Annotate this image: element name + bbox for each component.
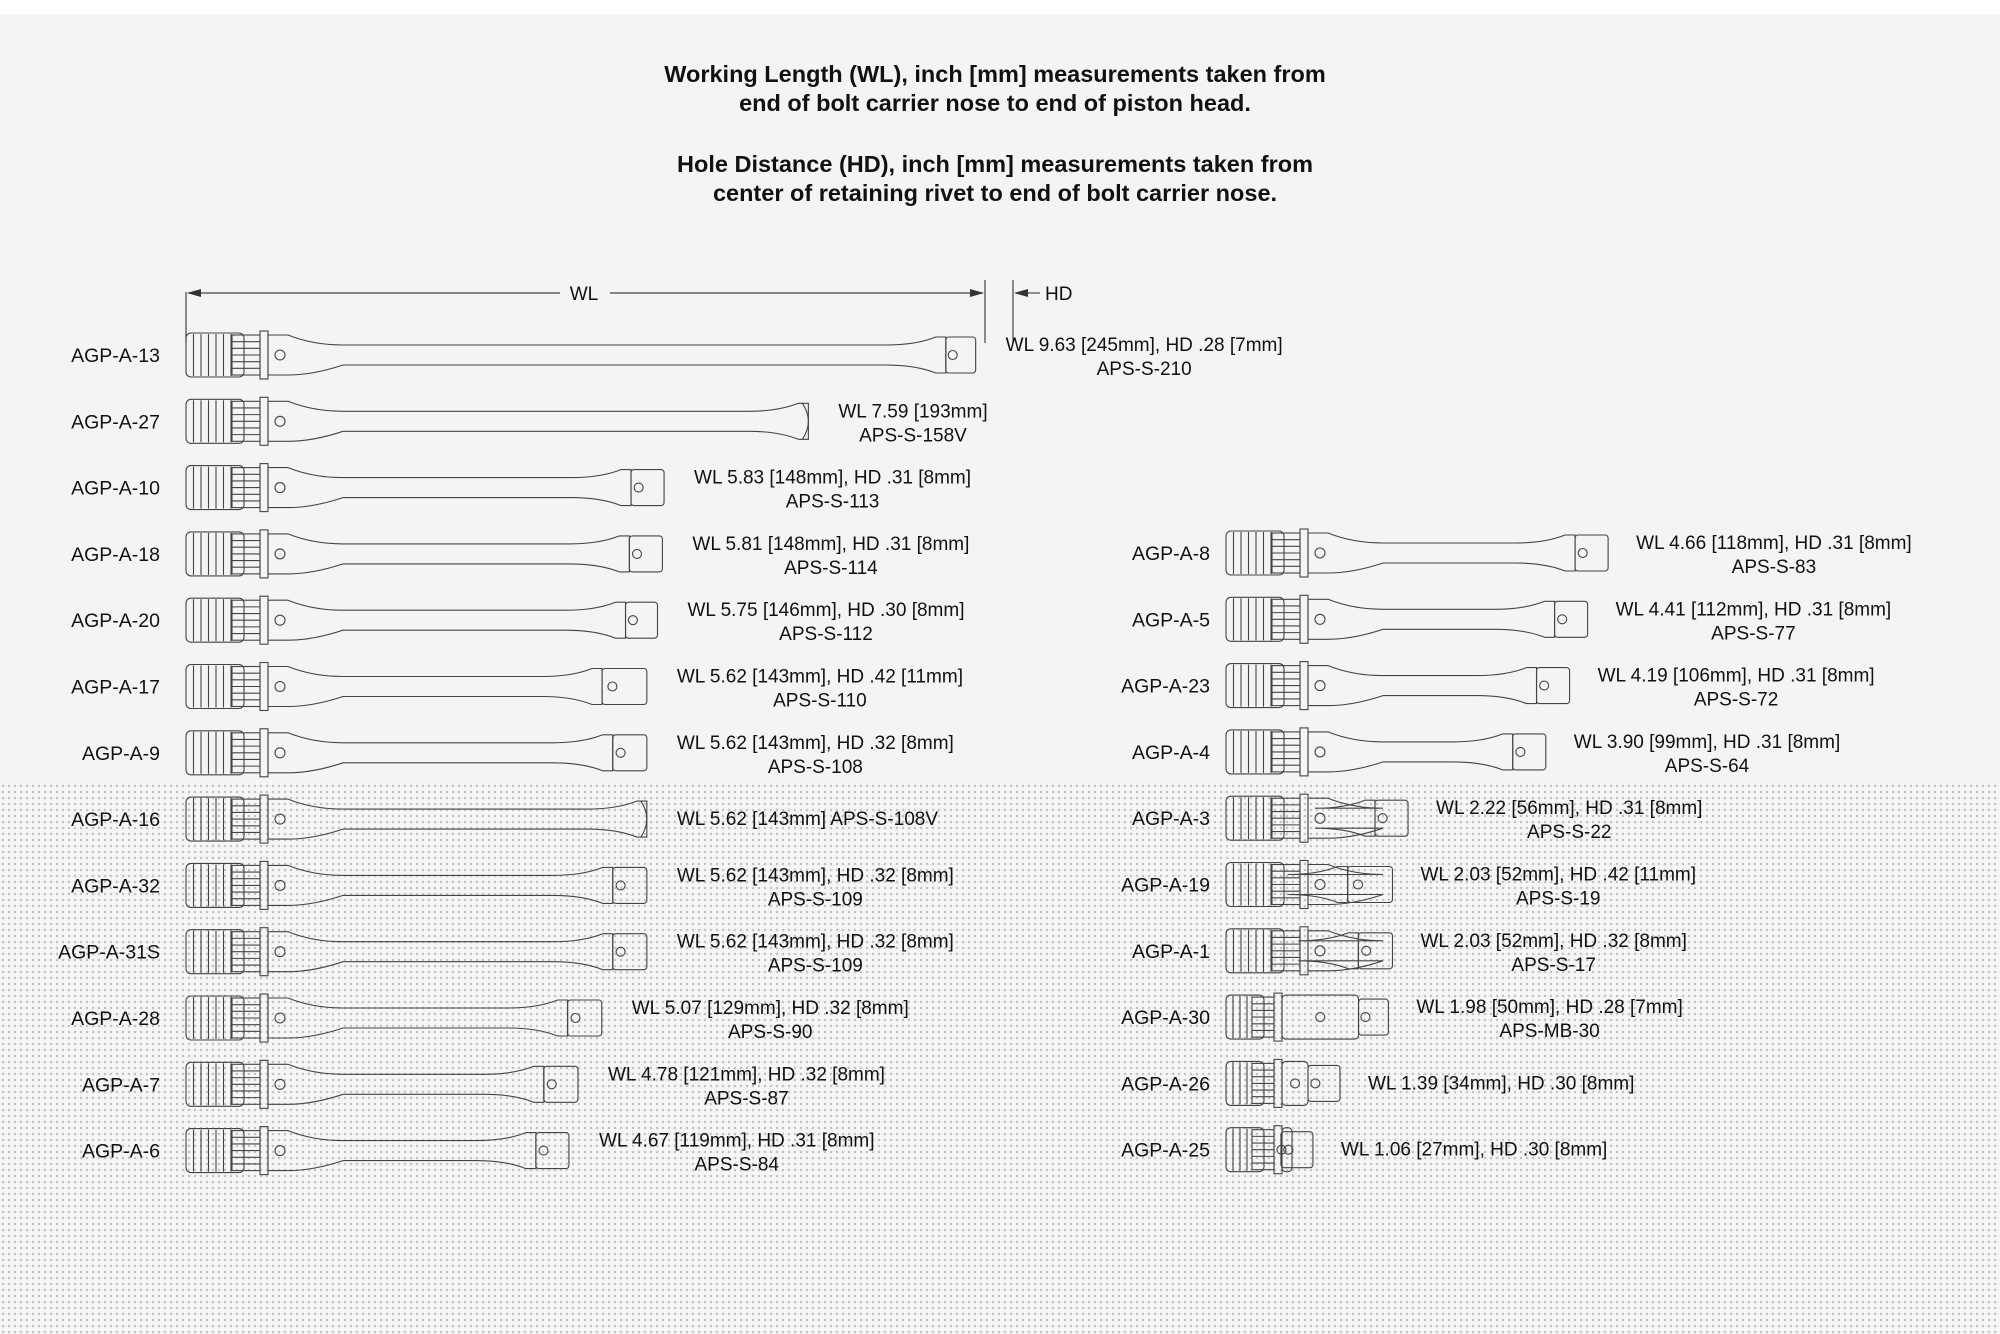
piston-agp-a-17 (71, 663, 963, 712)
part-label: AGP-A-31S (58, 941, 160, 964)
part-label: AGP-A-3 (1131, 808, 1210, 831)
nose-hole (1361, 1013, 1370, 1022)
retaining-rivet-hole (1315, 946, 1325, 956)
spec-line-1: WL 5.62 [143mm], HD .32 [8mm] (676, 732, 954, 754)
carrier-nose (629, 536, 662, 572)
carrier-nose (568, 1000, 602, 1036)
piston-shaft (268, 335, 946, 375)
hd-arrow (1014, 289, 1028, 297)
spec-line-2: APS-S-112 (779, 624, 873, 646)
part-label: AGP-A-9 (81, 742, 160, 765)
carrier-nose (1308, 1065, 1340, 1101)
piston-agp-a-3 (1132, 794, 1703, 843)
spec-line-1: WL 9.63 [245mm], HD .28 [7mm] (1005, 335, 1283, 356)
piston-agp-a-10 (71, 464, 971, 513)
part-label: AGP-A-10 (71, 477, 160, 500)
spec-line-2: APS-S-84 (694, 1154, 779, 1176)
wl-dimension-label: WL (569, 284, 599, 305)
part-label: AGP-A-16 (71, 809, 160, 832)
compact-body (1282, 1061, 1308, 1105)
retaining-rivet-hole (275, 947, 285, 957)
spec-line-1: WL 2.03 [52mm], HD .32 [8mm] (1420, 930, 1687, 952)
collar (1300, 794, 1308, 842)
carrier-nose (602, 669, 647, 705)
piston-agp-a-23 (1121, 662, 1874, 711)
collar (1300, 927, 1308, 975)
piston-shaft (1308, 666, 1537, 706)
piston-agp-a-18 (71, 530, 969, 579)
nose-hole (616, 947, 625, 956)
part-label: AGP-A-4 (1131, 741, 1210, 764)
retaining-rivet-hole (275, 416, 285, 426)
carrier-nose (613, 934, 647, 970)
part-label: AGP-A-18 (71, 543, 160, 566)
collar (260, 994, 268, 1042)
spec-line-1: WL 4.78 [121mm], HD .32 [8mm] (607, 1064, 885, 1086)
collar (260, 596, 268, 644)
spec-line-1: WL 5.07 [129mm], HD .32 [8mm] (631, 998, 909, 1019)
piston-agp-a-19 (1121, 861, 1696, 910)
carrier-nose (1575, 535, 1608, 571)
part-label: AGP-A-7 (81, 1074, 160, 1097)
piston-agp-a-13 (71, 331, 1283, 380)
piston-agp-a-7 (82, 1060, 885, 1109)
carrier-nose (613, 735, 647, 771)
nose-hole (547, 1080, 556, 1089)
spec-line-2: APS-S-210 (1096, 359, 1192, 380)
spec-line-2: APS-S-22 (1527, 822, 1612, 844)
spec-line-1: WL 5.81 [148mm], HD .31 [8mm] (692, 533, 970, 555)
nose-hole (1558, 615, 1567, 624)
nose-hole (1378, 814, 1387, 823)
spec-line-2: APS-S-90 (727, 1022, 813, 1043)
spec-line-2: APS-S-110 (773, 690, 867, 712)
retaining-rivet-hole (1315, 747, 1325, 757)
piston-agp-a-1 (1132, 927, 1687, 976)
retaining-rivet-hole (1315, 813, 1325, 823)
collar (1300, 861, 1308, 909)
part-label: AGP-A-20 (71, 610, 160, 633)
piston-agp-a-28 (71, 994, 909, 1043)
spec-line-2: APS-S-17 (1511, 954, 1596, 976)
spec-line-2: APS-S-77 (1711, 623, 1796, 645)
spec-line-2: APS-S-87 (704, 1088, 789, 1110)
piston-shaft (268, 667, 602, 707)
nose-hole (1578, 549, 1587, 558)
spec-line-1: WL 1.06 [27mm], HD .30 [8mm] (1340, 1139, 1608, 1161)
part-label: AGP-A-27 (71, 411, 160, 434)
piston-shaft (268, 600, 626, 640)
collar (260, 729, 268, 777)
hd-dimension-label: HD (1045, 284, 1073, 305)
piston-agp-a-31s (58, 928, 954, 977)
piston-shaft (268, 534, 629, 574)
part-label: AGP-A-25 (1121, 1139, 1210, 1162)
spec-line-2: APS-S-83 (1731, 557, 1817, 578)
carrier-nose (631, 470, 664, 506)
carrier-nose (613, 867, 647, 903)
hole-distance-heading-line2: center of retaining rivet to end of bolt carrier nose. (712, 180, 1278, 206)
retaining-rivet-hole (275, 682, 285, 692)
retaining-rivet-hole (275, 1013, 285, 1023)
nose-hole (633, 549, 642, 558)
retaining-rivet-hole (275, 880, 285, 890)
working-length-heading-line2: end of bolt carrier nose to end of piston head. (739, 90, 1251, 116)
carrier-nose (1537, 668, 1570, 704)
retaining-rivet-hole (275, 350, 285, 360)
carrier-nose (1375, 800, 1408, 836)
dimension-line-group (186, 280, 1072, 343)
retaining-rivet-hole (1291, 1079, 1300, 1088)
piston-shaft (268, 1131, 536, 1171)
nose-hole (1516, 747, 1525, 756)
part-label: AGP-A-13 (71, 345, 160, 367)
part-label: AGP-A-8 (1131, 543, 1210, 565)
spec-line-2: APS-MB-30 (1499, 1021, 1600, 1043)
spec-line-1: WL 2.22 [56mm], HD .31 [8mm] (1436, 798, 1703, 820)
piston-agp-a-25 (1121, 1126, 1607, 1174)
collar (260, 1127, 268, 1175)
piston-shaft (268, 932, 613, 972)
spec-line-1: WL 5.62 [143mm] APS-S-108V (676, 809, 939, 831)
nose-hole (948, 351, 957, 360)
collar (1274, 1059, 1282, 1107)
part-label: AGP-A-6 (81, 1140, 160, 1163)
piston-agp-a-9 (82, 729, 954, 778)
nose-hole (616, 748, 625, 757)
rounded-end (641, 801, 647, 837)
collar (1274, 993, 1282, 1041)
retaining-rivet-hole (275, 814, 285, 824)
compact-body (1282, 995, 1359, 1039)
piston-agp-a-16 (71, 795, 938, 843)
collar (1300, 529, 1308, 577)
nose-hole (539, 1146, 548, 1155)
piston-shaft (268, 401, 808, 441)
wl-arrow-left (187, 289, 201, 297)
spec-line-1: WL 5.62 [143mm], HD .42 [11mm] (676, 666, 963, 688)
carrier-nose (1513, 734, 1546, 770)
spec-line-1: WL 2.03 [52mm], HD .42 [11mm] (1420, 864, 1697, 886)
nose-hole (1311, 1079, 1320, 1088)
carrier-nose (544, 1066, 578, 1102)
nose-hole (628, 616, 637, 625)
part-label: AGP-A-23 (1121, 675, 1210, 698)
piston-agp-a-5 (1132, 595, 1891, 644)
retaining-rivet-hole (275, 1146, 285, 1156)
retaining-rivet-hole (275, 615, 285, 625)
collar (260, 1060, 268, 1108)
retaining-rivet-hole (1315, 880, 1325, 890)
retaining-rivet-hole (1315, 548, 1325, 558)
collar (260, 530, 268, 578)
part-label: AGP-A-32 (71, 875, 160, 898)
spec-line-2: APS-S-113 (785, 491, 880, 513)
nose-hole (1540, 681, 1549, 690)
spec-line-2: APS-S-64 (1664, 755, 1750, 777)
piston-agp-a-8 (1132, 529, 1912, 578)
retaining-rivet-hole (1315, 681, 1325, 691)
retaining-rivet-hole (275, 549, 285, 559)
retaining-rivet-hole (1316, 1013, 1325, 1022)
carrier-nose (946, 337, 976, 373)
nose-hole (1354, 880, 1363, 889)
spec-line-2: APS-S-109 (767, 889, 863, 911)
piston-agp-a-6 (82, 1127, 875, 1176)
piston-shaft (1308, 533, 1575, 573)
parts-group (58, 331, 1912, 1176)
piston-shaft (268, 865, 613, 905)
retaining-rivet-hole (275, 748, 285, 758)
piston-agp-a-20 (71, 596, 964, 645)
spec-line-2: APS-S-109 (767, 955, 863, 977)
spec-line-1: WL 5.62 [143mm], HD .32 [8mm] (676, 865, 954, 887)
piston-agp-a-4 (1132, 728, 1840, 777)
piston-shaft (268, 998, 568, 1038)
part-label: AGP-A-19 (1121, 874, 1210, 897)
piston-shaft (268, 468, 631, 508)
part-label: AGP-A-30 (1121, 1007, 1210, 1030)
piston-agp-a-26 (1121, 1059, 1634, 1107)
piston-shaft (1308, 798, 1383, 838)
collar (260, 795, 268, 843)
carrier-nose (1555, 601, 1588, 637)
spec-line-1: WL 4.67 [119mm], HD .31 [8mm] (598, 1130, 875, 1152)
nose-hole (571, 1014, 580, 1023)
part-label: AGP-A-28 (71, 1008, 160, 1030)
carrier-nose (536, 1133, 569, 1169)
nose-hole (634, 483, 643, 492)
piston-agp-a-27 (71, 397, 988, 446)
spec-line-1: WL 1.39 [34mm], HD .30 [8mm] (1367, 1073, 1635, 1095)
part-label: AGP-A-26 (1121, 1073, 1210, 1096)
part-label: AGP-A-17 (71, 676, 160, 699)
rounded-end (802, 403, 808, 439)
spec-line-1: WL 3.90 [99mm], HD .31 [8mm] (1573, 731, 1841, 753)
piston-shaft (268, 1064, 544, 1104)
collar (1300, 662, 1308, 710)
piston-agp-a-32 (71, 861, 954, 910)
collar (260, 397, 268, 445)
collar (1300, 728, 1308, 776)
spec-line-1: WL 5.75 [146mm], HD .30 [8mm] (687, 600, 965, 622)
part-label: AGP-A-1 (1131, 940, 1210, 963)
spec-line-1: WL 5.62 [143mm], HD .32 [8mm] (676, 931, 954, 953)
piston-shaft (1288, 865, 1383, 905)
piston-shaft (268, 733, 613, 773)
collar (260, 464, 268, 512)
collar (260, 861, 268, 909)
wl-arrow-right (970, 289, 984, 297)
piston-agp-a-30 (1121, 993, 1683, 1042)
spec-line-2: APS-S-108 (767, 756, 863, 778)
spec-line-1: WL 4.41 [112mm], HD .31 [8mm] (1615, 599, 1892, 621)
nose-hole (616, 881, 625, 890)
spec-line-1: WL 7.59 [193mm] (838, 401, 988, 423)
collar (1300, 595, 1308, 643)
spec-line-1: WL 1.98 [50mm], HD .28 [7mm] (1416, 997, 1683, 1019)
nose-hole (608, 682, 617, 691)
spec-line-1: WL 5.83 [148mm], HD .31 [8mm] (694, 467, 972, 489)
piston-shaft (1308, 599, 1555, 639)
carrier-nose (626, 602, 658, 638)
spec-line-2: APS-S-114 (784, 557, 878, 579)
piston-shaft (1308, 732, 1513, 772)
collar (260, 928, 268, 976)
working-length-heading-line1: Working Length (WL), inch [mm] measurements taken from (664, 61, 1326, 87)
spec-line-1: WL 4.66 [118mm], HD .31 [8mm] (1636, 533, 1912, 554)
piston-shaft (268, 799, 647, 839)
nose-hole (1362, 946, 1371, 955)
collar (260, 663, 268, 711)
part-label: AGP-A-5 (1131, 609, 1210, 632)
spec-line-2: APS-S-72 (1693, 689, 1779, 711)
hole-distance-heading-line1: Hole Distance (HD), inch [mm] measurements taken from (677, 151, 1313, 177)
retaining-rivet-hole (275, 483, 285, 493)
spec-line-2: APS-S-19 (1516, 888, 1601, 910)
spec-line-1: WL 4.19 [106mm], HD .31 [8mm] (1597, 665, 1875, 687)
collar (260, 331, 268, 379)
retaining-rivet-hole (275, 1079, 285, 1089)
retaining-rivet-hole (1315, 614, 1325, 624)
carrier-nose (1359, 999, 1389, 1035)
spec-line-2: APS-S-158V (859, 425, 967, 447)
